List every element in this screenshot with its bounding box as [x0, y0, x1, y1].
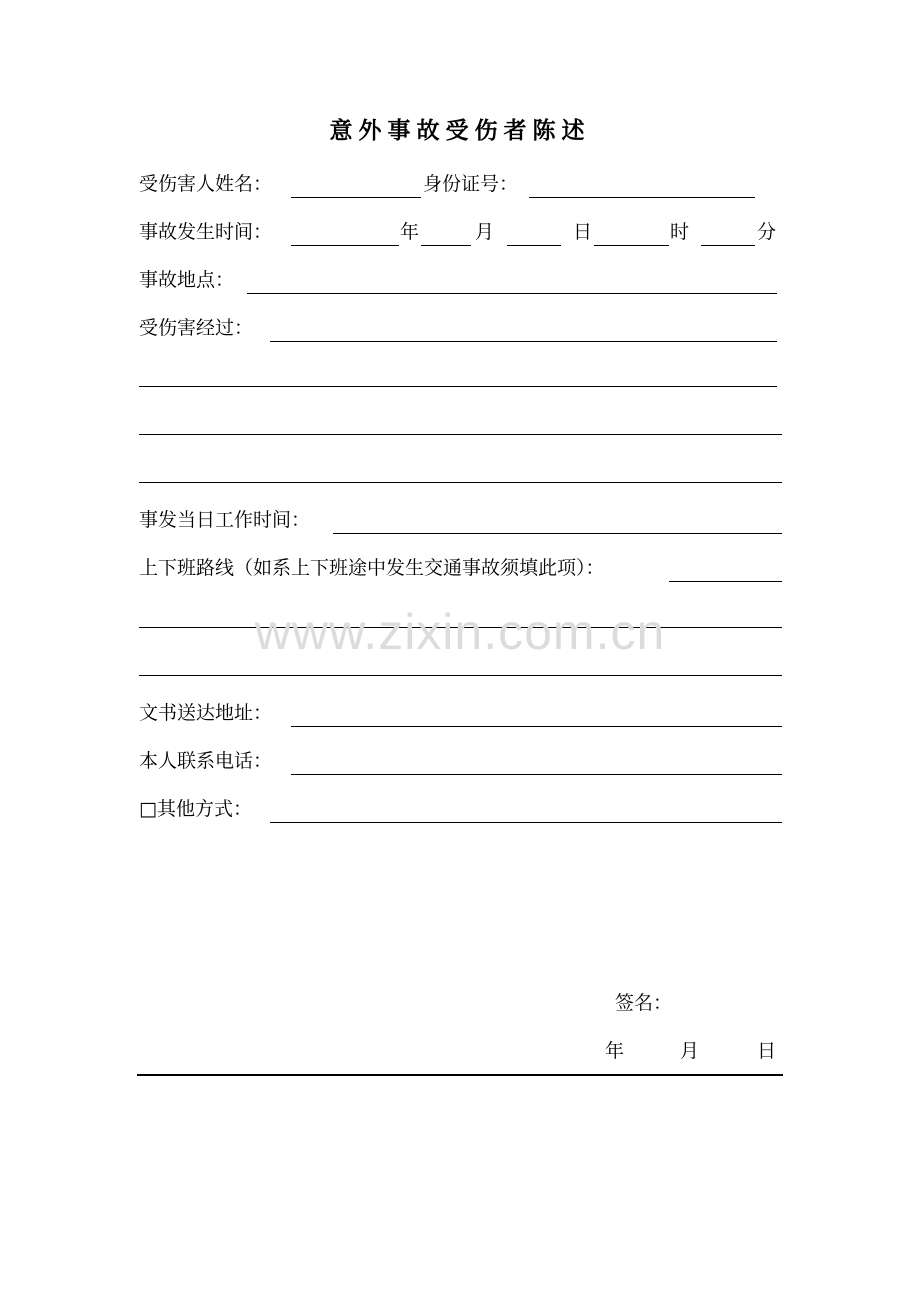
id-label: 身份证号： — [423, 173, 519, 195]
location-field[interactable] — [247, 293, 777, 294]
month-field[interactable] — [421, 245, 471, 246]
name-field[interactable] — [291, 197, 421, 198]
signature-day-label: 日 — [757, 1040, 777, 1062]
work-hours-field[interactable] — [333, 533, 782, 534]
day-label: 日 — [573, 221, 593, 243]
signature-year-label: 年 — [605, 1040, 625, 1062]
row-name-id — [139, 170, 784, 200]
process-field-line-2[interactable] — [139, 386, 777, 387]
time-label: 事故发生时间： — [139, 221, 273, 243]
row-other-contact — [139, 795, 784, 825]
minute-label: 分 — [757, 221, 777, 243]
minute-field[interactable] — [701, 245, 755, 246]
bottom-rule — [137, 1074, 783, 1076]
day-field[interactable] — [507, 245, 561, 246]
row-commute-route — [139, 554, 784, 584]
process-field-line-1[interactable] — [270, 341, 777, 342]
year-field[interactable] — [291, 245, 399, 246]
signature-month-label: 月 — [680, 1040, 700, 1062]
work-hours-label: 事发当日工作时间： — [139, 509, 311, 531]
signature-label: 签名： — [615, 992, 673, 1014]
month-label: 月 — [475, 221, 495, 243]
process-label: 受伤害经过： — [139, 317, 254, 339]
phone-label: 本人联系电话： — [139, 750, 273, 772]
row-phone — [139, 747, 784, 777]
phone-field[interactable] — [291, 774, 782, 775]
hour-field[interactable] — [594, 245, 669, 246]
year-label: 年 — [400, 221, 420, 243]
hour-label: 时 — [670, 221, 690, 243]
row-delivery-address — [139, 699, 784, 729]
route-field-line-3[interactable] — [139, 675, 782, 676]
address-field[interactable] — [291, 726, 782, 727]
row-location — [139, 266, 784, 296]
route-field-line-1[interactable] — [669, 581, 782, 582]
row-injury-process — [139, 314, 784, 344]
form-title: 意外事故受伤者陈述 — [329, 118, 591, 144]
other-contact-field[interactable] — [270, 822, 782, 823]
process-field-line-3[interactable] — [139, 434, 782, 435]
id-number-field[interactable] — [529, 197, 755, 198]
other-contact-label[interactable]: □其他方式： — [139, 798, 252, 820]
watermark: www.zixin.com.cn — [254, 604, 666, 660]
location-label: 事故地点： — [139, 269, 235, 291]
address-label: 文书送达地址： — [139, 702, 273, 724]
route-label: 上下班路线（如系上下班途中发生交通事故须填此项）： — [139, 557, 605, 579]
process-field-line-4[interactable] — [139, 482, 782, 483]
name-label: 受伤害人姓名： — [139, 173, 273, 195]
row-work-hours — [139, 506, 784, 536]
row-accident-time — [139, 218, 784, 248]
route-field-line-2[interactable] — [139, 627, 782, 628]
